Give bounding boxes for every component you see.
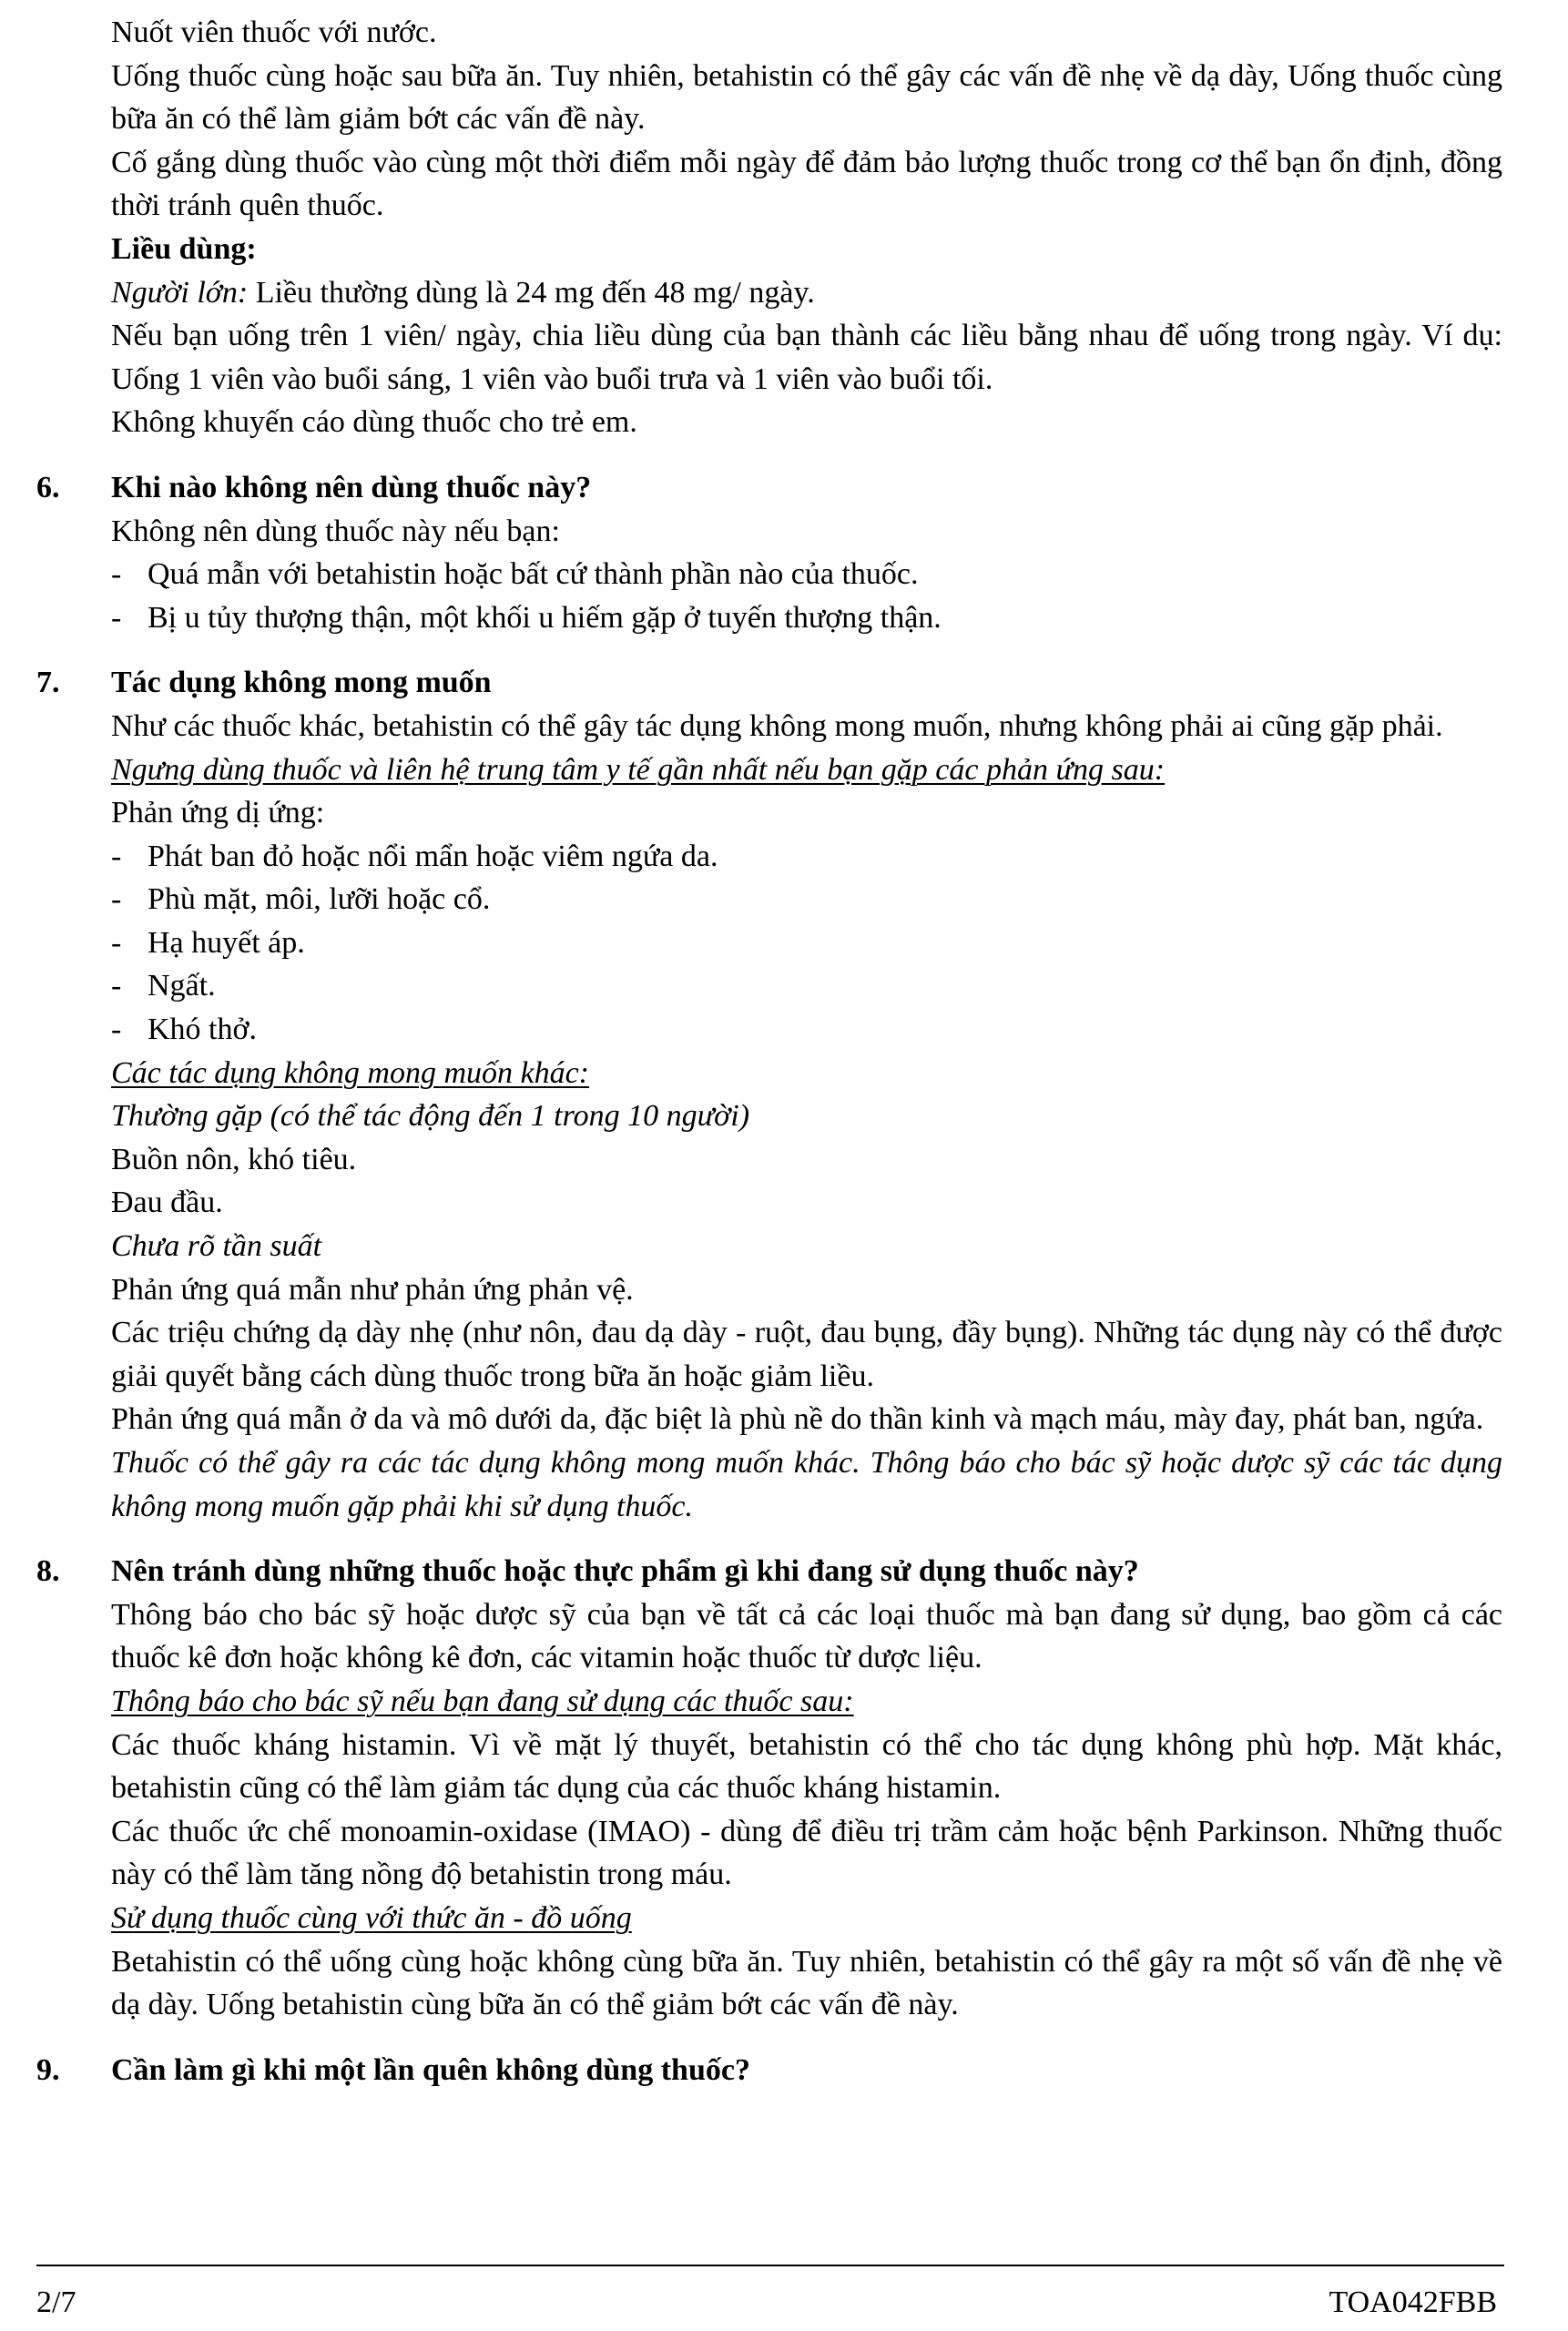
list-item: [36, 835, 1502, 879]
section-number: 8.: [36, 1554, 60, 1589]
section-title: Khi nào không nên dùng thuốc này?: [111, 470, 592, 504]
list-item: [36, 553, 1502, 596]
document-code: TOA042FBB: [1329, 2285, 1497, 2319]
dash-icon: -: [111, 600, 122, 635]
dash-icon: -: [111, 1013, 122, 1047]
list-item: [36, 878, 1502, 921]
other-effects-heading: Các tác dụng không mong muốn khác:: [111, 1055, 590, 1090]
food-heading: Sử dụng thuốc cùng với thức ăn - đồ uống: [111, 1900, 632, 1935]
section-title: Tác dụng không mong muốn: [111, 666, 492, 700]
list-item-text: Bị u tủy thượng thận, một khối u hiếm gặp ở tuyến thượng thận.: [148, 600, 942, 635]
dash-icon: -: [111, 969, 122, 1003]
paragraph: Không khuyến cáo dùng thuốc cho trẻ em.: [111, 405, 637, 440]
adult-label: Người lớn:: [111, 275, 249, 310]
adult-text: Liều thường dùng là 24 mg đến 48 mg/ ngày.: [248, 275, 815, 310]
list-item-text: Khó thở.: [148, 1013, 257, 1047]
unknown-frequency-heading: Chưa rõ tần suất: [111, 1229, 322, 1264]
section-7-heading: [36, 661, 1502, 705]
section-number: 7.: [36, 666, 60, 700]
allergy-label: Phản ứng dị ứng:: [111, 796, 325, 830]
section-8-heading: [36, 1550, 1502, 1593]
page-number: 2/7: [36, 2285, 76, 2319]
list-item-text: Quá mẫn với betahistin hoặc bất cứ thành phần nào của thuốc.: [148, 557, 919, 592]
paragraph: Buồn nôn, khó tiêu.: [111, 1142, 357, 1176]
footer-divider: [36, 2265, 1504, 2266]
list-item: [36, 921, 1502, 965]
section-6-heading: [36, 466, 1502, 510]
list-item: [36, 964, 1502, 1008]
section-number: 6.: [36, 470, 60, 504]
document-body: [36, 11, 1502, 2092]
paragraph: Nếu bạn uống trên 1 viên/ ngày, chia liều dùng của bạn thành các liều bằng nhau để uống trong ngày. Ví dụ: Uống 1 viên vào buổi sáng, 1 viên vào buổi trưa và 1 viên vào buổi tối.: [111, 319, 1502, 396]
paragraph: Không nên dùng thuốc này nếu bạn:: [111, 514, 560, 548]
stop-heading: Ngưng dùng thuốc và liên hệ trung tâm y tế gần nhất nếu bạn gặp các phản ứng sau:: [111, 752, 1166, 787]
paragraph: Betahistin có thể uống cùng hoặc không cùng bữa ăn. Tuy nhiên, betahistin có thể gây ra một số vấn đề nhẹ về dạ dày. Uống betahistin cùng bữa ăn có thể giảm bớt các vấn đề này.: [111, 1944, 1502, 2022]
list-item-text: Hạ huyết áp.: [148, 925, 305, 960]
list-item-text: Phù mặt, môi, lưỡi hoặc cổ.: [148, 882, 491, 917]
paragraph: Đau đầu.: [111, 1186, 223, 1220]
paragraph: Uống thuốc cùng hoặc sau bữa ăn. Tuy nhiên, betahistin có thể gây các vấn đề nhẹ về dạ dày, Uống thuốc cùng bữa ăn có thể làm giảm bớt các vấn đề này.: [111, 58, 1502, 137]
section-title: Cần làm gì khi một lần quên không dùng thuốc?: [111, 2052, 750, 2087]
paragraph: Các triệu chứng dạ dày nhẹ (như nôn, đau dạ dày - ruột, đau bụng, đầy bụng). Những tác dụng này có thể được giải quyết bằng cách dùng thuốc trong bữa ăn hoặc giảm liều.: [111, 1316, 1502, 1393]
section-number: 9.: [36, 2052, 60, 2087]
paragraph: Phản ứng quá mẫn như phản ứng phản vệ.: [111, 1272, 634, 1307]
section-9-heading: [36, 2049, 1502, 2092]
paragraph: Các thuốc ức chế monoamin-oxidase (IMAO) - dùng để điều trị trầm cảm hoặc bệnh Parkinson. Những thuốc này có thể làm tăng nồng độ betahistin trong máu.: [111, 1814, 1502, 1892]
dash-icon: -: [111, 557, 122, 592]
list-item-text: Phát ban đỏ hoặc nổi mẩn hoặc viêm ngứa da.: [148, 839, 718, 873]
dash-icon: -: [111, 839, 122, 873]
paragraph: Nuốt viên thuốc với nước.: [111, 15, 437, 49]
common-heading: Thường gặp (có thể tác động đến 1 trong 10 người): [111, 1099, 750, 1134]
list-item-text: Ngất.: [148, 969, 216, 1003]
dash-icon: -: [111, 882, 122, 917]
paragraph: Các thuốc kháng histamin. Vì về mặt lý thuyết, betahistin có thể cho tác dụng không phù hợp. Mặt khác, betahistin cũng có thể làm giảm tác dụng của các thuốc kháng histamin.: [111, 1727, 1502, 1806]
paragraph: Phản ứng quá mẫn ở da và mô dưới da, đặc biệt là phù nề do thần kinh và mạch máu, mày đay, phát ban, ngứa.: [111, 1402, 1484, 1437]
notify-heading: Thông báo cho bác sỹ nếu bạn đang sử dụng các thuốc sau:: [111, 1684, 854, 1718]
adult-dosage: [36, 271, 1502, 315]
section-title: Nên tránh dùng những thuốc hoặc thực phẩm gì khi đang sử dụng thuốc này?: [111, 1554, 1139, 1589]
list-item: [36, 1008, 1502, 1052]
dosage-heading: Liều dùng:: [111, 231, 257, 266]
paragraph: Thông báo cho bác sỹ hoặc dược sỹ của bạn về tất cả các loại thuốc mà bạn đang sử dụng, bao gồm cả các thuốc kê đơn hoặc không kê đơn, các vitamin hoặc thuốc từ dược liệu.: [111, 1597, 1502, 1675]
closing-note: Thuốc có thể gây ra các tác dụng không mong muốn khác. Thông báo cho bác sỹ hoặc dược sỹ các tác dụng không mong muốn gặp phải khi sử dụng thuốc.: [111, 1446, 1502, 1523]
dash-icon: -: [111, 925, 122, 960]
list-item: [36, 596, 1502, 640]
paragraph: Cố gắng dùng thuốc vào cùng một thời điểm mỗi ngày để đảm bảo lượng thuốc trong cơ thể bạn ổn định, đồng thời tránh quên thuốc.: [111, 145, 1502, 223]
paragraph: Như các thuốc khác, betahistin có thể gây tác dụng không mong muốn, nhưng không phải ai cũng gặp phải.: [111, 708, 1443, 743]
